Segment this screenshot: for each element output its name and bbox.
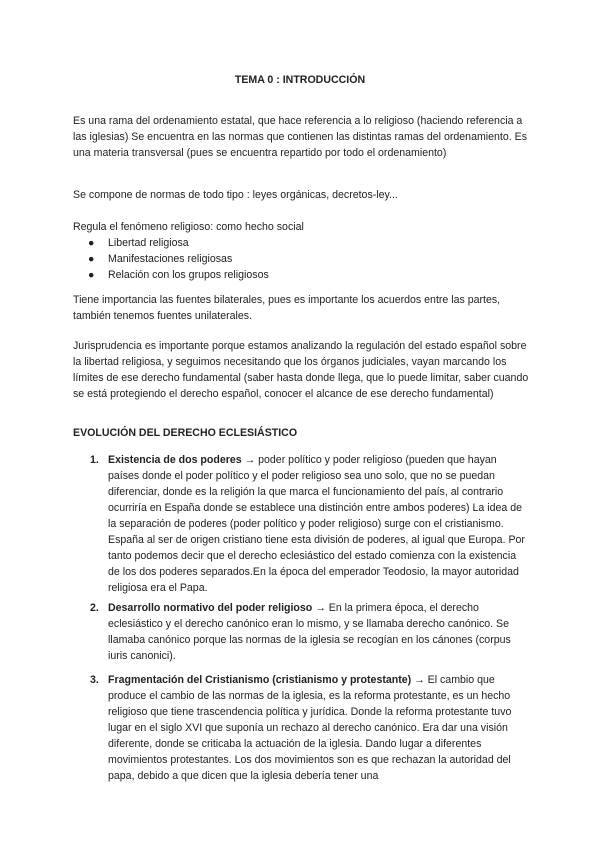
- bullet-list: [73, 235, 533, 283]
- item-number: 2.: [90, 602, 99, 614]
- item-text: → En la primera época, el derecho eclesiástico y el derecho canónico eran lo mismo, y se llamaba derecho canónico. Se llamaba canónico porque las normas de la iglesia se recogían en los cánones (corpus iuris canonici).: [108, 602, 511, 662]
- item-heading: Existencia de dos poderes: [108, 454, 242, 466]
- list-item: [90, 452, 530, 596]
- bullet-icon: ●: [88, 269, 95, 281]
- item-heading: Desarrollo normativo del poder religioso: [108, 602, 313, 614]
- item-number: 1.: [90, 454, 99, 466]
- list-item: ● Relación con los grupos religiosos: [88, 269, 269, 281]
- jurisprudencia-paragraph: Jurisprudencia es importante porque estamos analizando la regulación del estado español sobre la libertad religiosa, y seguimos necesitando que los órganos judiciales, vayan marcando los límites de ese derecho fundamental (saber hasta donde llega, que lo puede limitar, saber cuando se está protegiendo el derecho español, conocer el alcance de ese derecho fundamental): [73, 340, 529, 400]
- bullet-icon: ●: [88, 253, 95, 265]
- list-item: [90, 600, 530, 664]
- bullet-icon: ●: [88, 237, 95, 249]
- list-item: ● Libertad religiosa: [88, 237, 189, 249]
- numbered-item-2: [90, 600, 530, 664]
- list-item: [90, 672, 530, 784]
- section-heading: EVOLUCIÓN DEL DERECHO ECLESIÁSTICO: [73, 427, 298, 439]
- list-item: ● Manifestaciones religiosas: [88, 253, 233, 265]
- compone-paragraph: Se compone de normas de todo tipo : leyes orgánicas, decretos-ley...: [73, 189, 398, 201]
- item-heading: Fragmentación del Cristianismo (cristianismo y protestante): [108, 674, 412, 686]
- fuentes-paragraph: Tiene importancia las fuentes bilaterales, pues es importante los acuerdos entre las partes, también tenemos fuentes unilaterales.: [73, 294, 501, 322]
- regula-paragraph: Regula el fenómeno religioso: como hecho social: [73, 221, 304, 233]
- item-text: → El cambio que produce el cambio de las normas de la iglesia, es la reforma protestante, es un hecho religioso que tiene trascendencia política y jurídica. Donde la reforma protestante tuvo lugar en el siglo XVI que suponía un rechazo al derecho canónico. Era dar una visión diferente, donde se criticaba la actuación de la iglesia. Dando lugar a diferentes movimientos protestantes. Los dos movimientos son es que rechazan la autoridad del papa, debido a que dicen que la iglesia debería tener una: [108, 674, 512, 782]
- page-title: TEMA 0 : INTRODUCCIÓN: [234, 74, 366, 86]
- numbered-item-3: [90, 672, 530, 784]
- intro-paragraph: Es una rama del ordenamiento estatal, que hace referencia a lo religioso (haciendo referencia a las iglesias) Se encuentra en las normas que contienen las distintas ramas del ordenamiento. Es una materia transversal (pues se encuentra repartido por todo el ordenamiento): [73, 115, 528, 159]
- item-number: 3.: [90, 674, 99, 686]
- item-text: → poder político y poder religioso (pueden que hayan países donde el poder político y el poder religioso sea uno solo, que no se puedan diferenciar, donde es la religión la que marca el funcionamiento del país, al contrario ocurriría en España donde se establece una distinción entre ambos poderes) La idea de la separación de poderes (poder político y poder religioso) surge con el cristianismo. España al ser de origen cristiano tiene esta división de poderes, al igual que Europa. Por tanto podemos decir que el derecho eclesiástico del estado comienza con la existencia de los dos poderes separados.En la época del emperador Teodosio, la mayor autoridad religiosa era el Papa.: [108, 454, 525, 594]
- numbered-item-1: [90, 452, 530, 596]
